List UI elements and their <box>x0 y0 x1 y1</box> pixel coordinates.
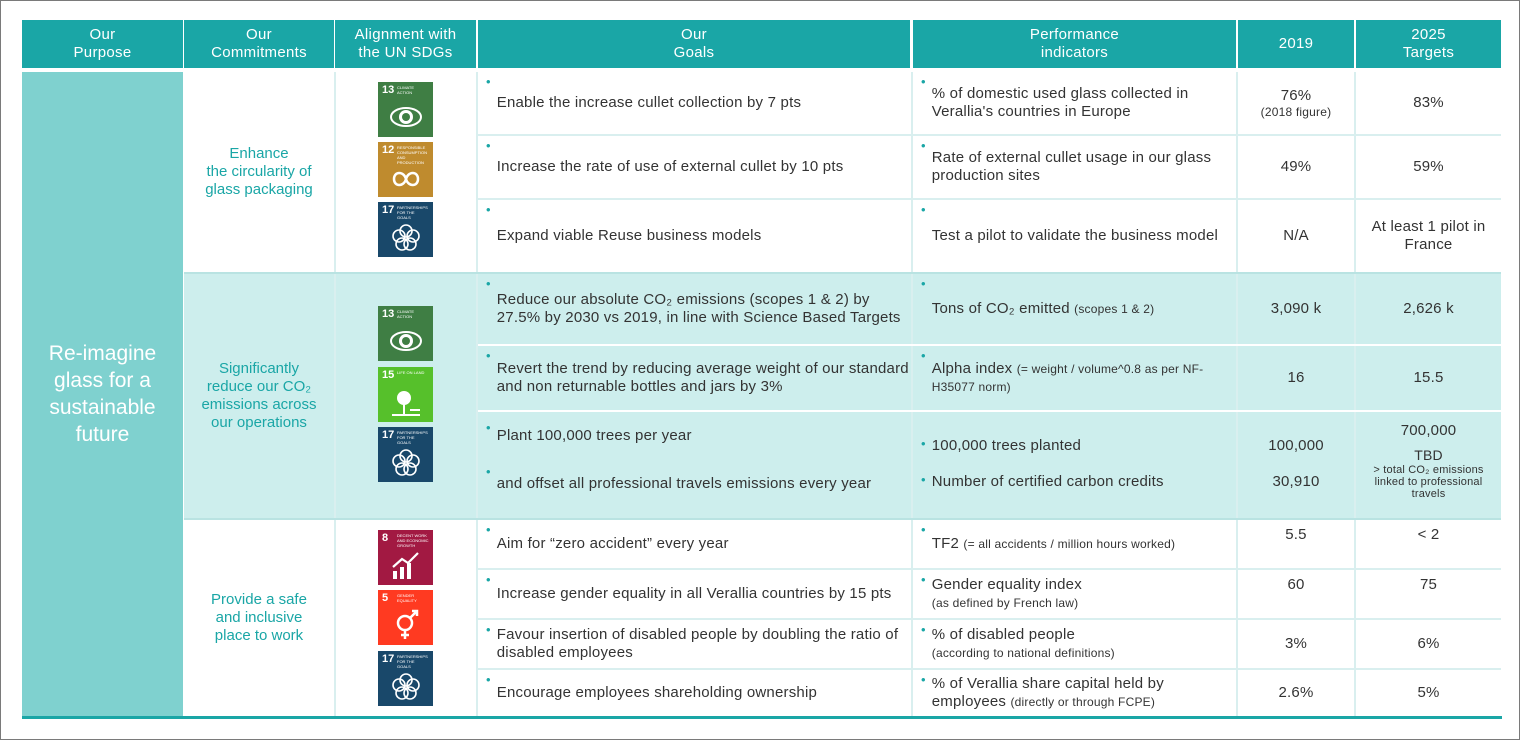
goal-row: • Reduce our absolute CO₂ emissions (scopes 1 & 2) by 27.5% by 2030 vs 2019, in line with Science Based Targets <box>486 276 901 326</box>
sdg-8-icon: 8 DECENT WORK AND ECONOMIC GROWTH <box>378 530 433 585</box>
bullet-icon: • <box>921 522 926 537</box>
goal-row: • Expand viable Reuse business models <box>486 202 762 244</box>
value-target: 6% <box>1417 635 1440 652</box>
value-target: 5% <box>1417 684 1440 701</box>
bullet-icon: • <box>921 74 926 89</box>
value-target: At least 1 pilot in France <box>1371 218 1486 253</box>
sdg-17-icon: 17 PARTNERSHIPS FOR THE GOALS <box>378 651 433 706</box>
goal-row: • and offset all professional travels emissions every year <box>486 464 872 492</box>
value-2019: 16 <box>1287 369 1305 386</box>
bullet-icon: • <box>486 74 491 89</box>
value-2019: 100,000 <box>1268 437 1324 454</box>
goal-row: • Plant 100,000 trees per year <box>486 420 692 444</box>
goal-row: • Aim for “zero accident” every year <box>486 522 729 552</box>
indicator-row: • % of Verallia share capital held by employees (directly or through FCPE) <box>921 672 1164 710</box>
value-target: 83% <box>1413 94 1444 111</box>
value-target: 15.5 <box>1413 369 1444 386</box>
sdg-17-icon: 17 PARTNERSHIPS FOR THE GOALS <box>378 427 433 482</box>
indicator-row: • Alpha index (= weight / volume^0.8 as per NF-H35077 norm) <box>921 348 1204 394</box>
goal-row: • Encourage employees shareholding ownership <box>486 672 818 701</box>
sdg-13-icon: 13 CLIMATE ACTION <box>378 82 433 137</box>
purpose-cell: Re-imagine glass for a sustainable future <box>22 72 183 716</box>
sdg-15-icon: 15 LIFE ON LAND <box>378 367 433 422</box>
value-target: 75 <box>1419 576 1438 593</box>
bullet-icon: • <box>486 464 491 479</box>
goal-row: • Favour insertion of disabled people by doubling the ratio of disabled employees <box>486 622 899 661</box>
bullet-icon: • <box>486 348 491 363</box>
value-target: < 2 <box>1417 526 1440 543</box>
indicator-row: • Tons of CO₂ emitted (scopes 1 & 2) <box>921 276 1155 317</box>
header-2019: 2019 <box>1238 20 1354 68</box>
header-targets: 2025 Targets <box>1356 20 1501 68</box>
bullet-icon: • <box>486 572 491 587</box>
header-indicators: Performance indicators <box>913 20 1236 68</box>
value-target: 2,626 k <box>1403 300 1454 317</box>
bullet-icon: • <box>921 348 926 363</box>
value-target: 59% <box>1413 158 1444 175</box>
bullet-icon: • <box>486 622 491 637</box>
value-2019: 30,910 <box>1272 473 1320 490</box>
goal-row: • Enable the increase cullet collection by 7 pts <box>486 74 802 111</box>
bullet-icon: • <box>921 572 926 587</box>
indicator-row: • TF2 (= all accidents / million hours worked) <box>921 522 1176 552</box>
indicator-row: • Rate of external cullet usage in our glass production sites <box>921 138 1212 184</box>
bullet-icon: • <box>921 138 926 153</box>
bullet-icon: • <box>921 672 926 687</box>
value-2019: 2.6% <box>1278 684 1314 701</box>
indicator-row: • % of domestic used glass collected in Verallia's countries in Europe <box>921 74 1189 120</box>
commitment-safety: Provide a safe and inclusive place to work <box>211 591 307 644</box>
goal-row: • Revert the trend by reducing average weight of our standard and non returnable bottles and jars by 3% <box>486 348 909 395</box>
indicator-row: • % of disabled people (according to national definitions) <box>921 622 1115 660</box>
value-target: 700,000 <box>1400 422 1457 439</box>
bullet-icon: • <box>486 138 491 153</box>
header-purpose: Our Purpose <box>22 20 183 68</box>
bullet-icon: • <box>486 672 491 687</box>
separator <box>334 72 336 716</box>
sdg-5-icon: 5 GENDER EQUALITY <box>378 590 433 645</box>
commitment-circularity: Enhance the circularity of glass packaging <box>205 145 313 198</box>
value-2019: 3% <box>1284 635 1308 652</box>
commitment-co2: Significantly reduce our CO₂ emissions across our operations <box>201 360 317 431</box>
value-2019: 76% (2018 figure) <box>1260 87 1332 119</box>
indicator-row: • Gender equality index (as defined by French law) <box>921 572 1082 610</box>
indicator-row: • 100,000 trees planted <box>921 436 1082 454</box>
bullet-icon: • <box>921 276 926 291</box>
goal-row: • Increase the rate of use of external cullet by 10 pts <box>486 138 844 175</box>
bullet-icon: • <box>921 436 926 451</box>
value-target: TBD > total CO₂ emissions linked to professional travels <box>1373 447 1484 500</box>
bullet-icon: • <box>921 622 926 637</box>
sdg-13-icon: 13 CLIMATE ACTION <box>378 306 433 361</box>
bullet-icon: • <box>921 202 926 217</box>
value-2019: N/A <box>1283 227 1309 244</box>
indicator-row: • Number of certified carbon credits <box>921 472 1164 490</box>
header-commitments: Our Commitments <box>184 20 334 68</box>
value-2019: 49% <box>1280 158 1312 175</box>
bullet-icon: • <box>486 522 491 537</box>
value-2019: 3,090 k <box>1270 300 1322 317</box>
goal-row: • Increase gender equality in all Verallia countries by 15 pts <box>486 572 892 602</box>
bullet-icon: • <box>486 420 491 435</box>
value-2019: 60 <box>1287 576 1305 593</box>
sdg-17-icon: 17 PARTNERSHIPS FOR THE GOALS <box>378 202 433 257</box>
value-2019: 5.5 <box>1285 526 1307 543</box>
bullet-icon: • <box>486 276 491 291</box>
header-sdgs: Alignment with the UN SDGs <box>335 20 476 68</box>
separator <box>478 410 1501 412</box>
indicator-row: • Test a pilot to validate the business model <box>921 202 1219 244</box>
bottom-rule <box>22 716 1502 719</box>
header-goals: Our Goals <box>478 20 910 68</box>
sdg-12-icon: 12 RESPONSIBLE CONSUMPTION AND PRODUCTION <box>378 142 433 197</box>
bullet-icon: • <box>486 202 491 217</box>
bullet-icon: • <box>921 472 926 487</box>
